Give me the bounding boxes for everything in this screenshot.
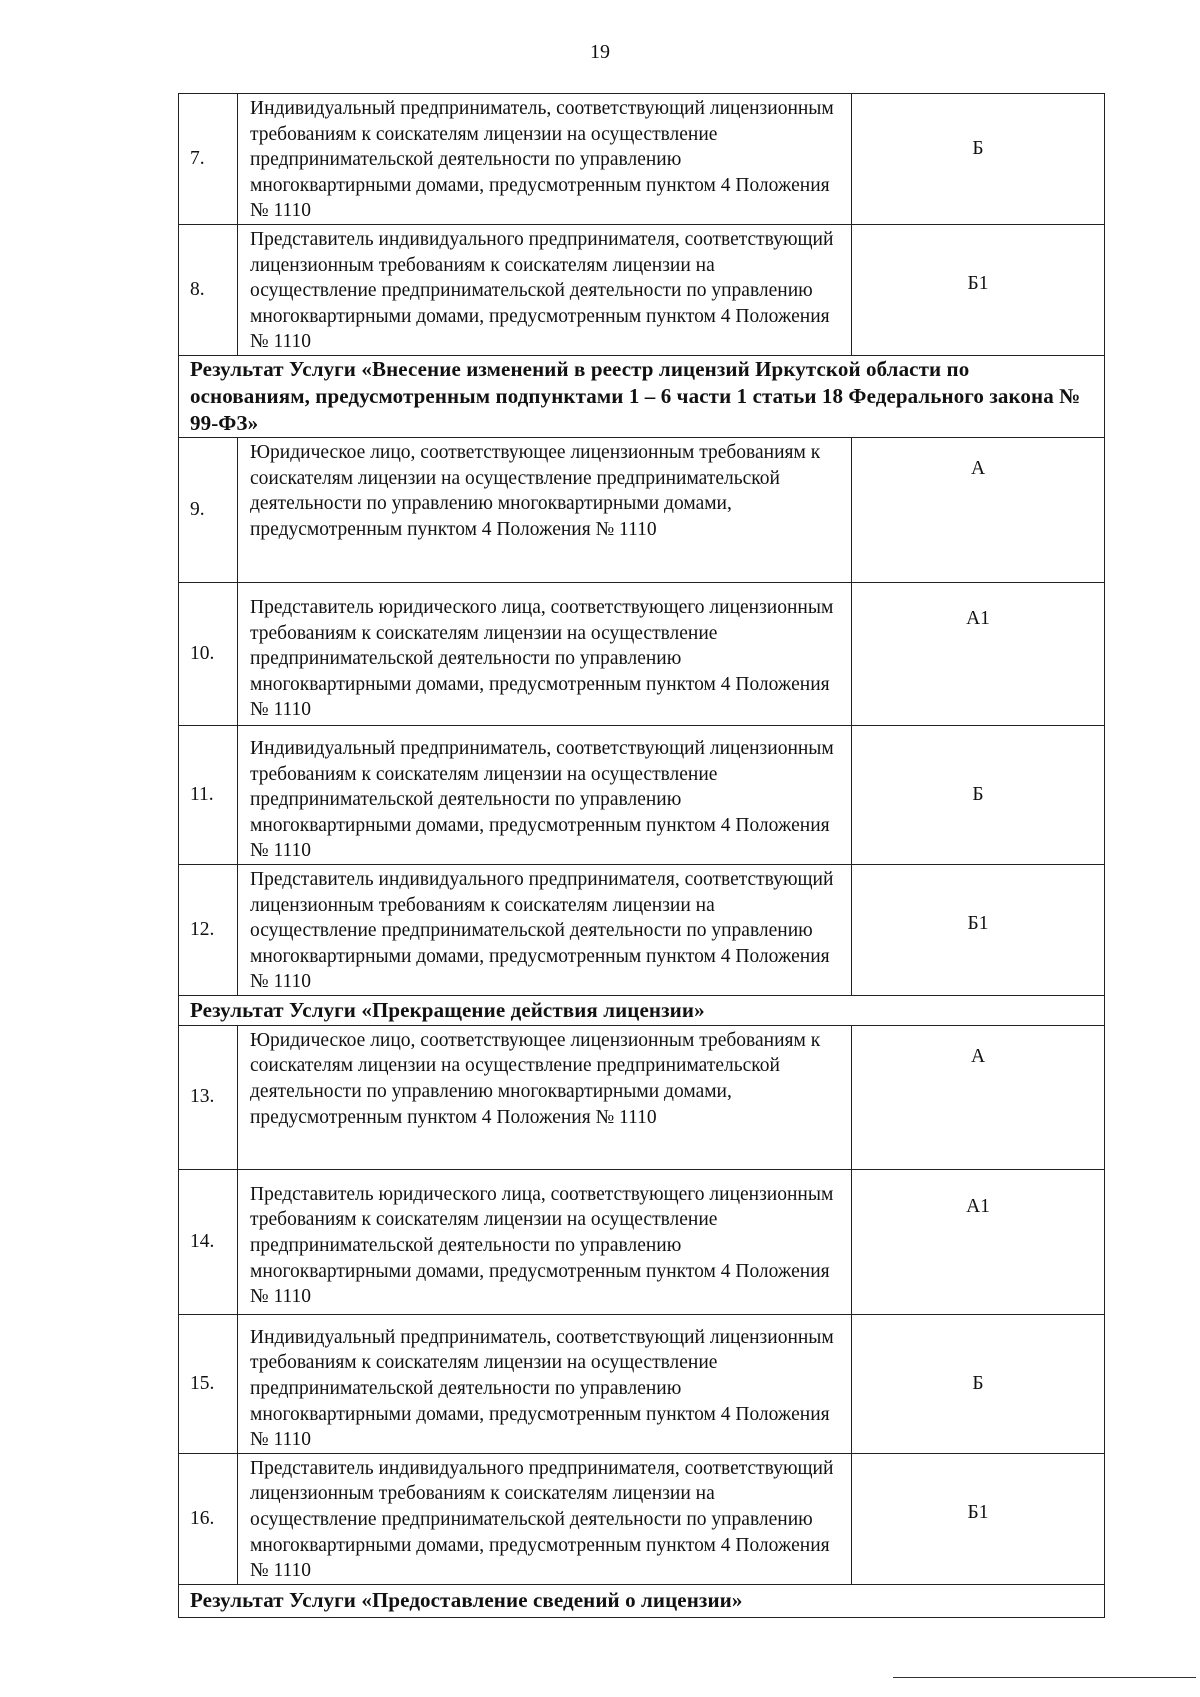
section-title: Результат Услуги «Прекращение действия лицензии»: [179, 995, 1105, 1025]
category-code: [852, 1314, 1105, 1453]
category-code: [852, 1169, 1105, 1314]
category-code: [852, 224, 1105, 355]
table-row: [179, 1169, 1105, 1314]
category-code: [852, 1453, 1105, 1584]
applicant-description: Юридическое лицо, соответствующее лицензионным требованиям к соискателям лицензии на осуществление предпринимательской деятельности по управлению многоквартирными домами, предусмотренным пунктом 4 Положения № 1110: [238, 1025, 852, 1169]
row-number: 15.: [179, 1314, 238, 1453]
category-code: [852, 1025, 1105, 1169]
section-title: Результат Услуги «Предоставление сведений о лицензии»: [179, 1584, 1105, 1617]
section-header-row: [179, 1584, 1105, 1617]
table-row: [179, 582, 1105, 725]
applicant-description: Индивидуальный предприниматель, соответствующий лицензионным требованиям к соискателям лицензии на осуществление предпринимательской деятельности по управлению многоквартирными домами, предусмотренным пунктом 4 Положения № 1110: [238, 725, 852, 864]
table-row: [179, 224, 1105, 355]
table-row: [179, 1453, 1105, 1584]
category-value: А: [970, 1045, 986, 1067]
category-value: А1: [966, 1195, 990, 1217]
row-number: 9.: [179, 437, 238, 582]
category-value: Б1: [967, 1501, 989, 1523]
category-code: [852, 94, 1105, 225]
page-number: 19: [590, 41, 610, 63]
section-header-row: [179, 355, 1105, 437]
applicant-description: Индивидуальный предприниматель, соответствующий лицензионным требованиям к соискателям лицензии на осуществление предпринимательской деятельности по управлению многоквартирными домами, предусмотренным пунктом 4 Положения № 1110: [238, 1314, 852, 1453]
row-number: 14.: [179, 1169, 238, 1314]
section-header-row: [179, 995, 1105, 1025]
row-number: 8.: [179, 224, 238, 355]
table-row: [179, 864, 1105, 995]
applicant-description: Юридическое лицо, соответствующее лицензионным требованиям к соискателям лицензии на осуществление предпринимательской деятельности по управлению многоквартирными домами, предусмотренным пунктом 4 Положения № 1110: [238, 437, 852, 582]
table-row: [179, 1314, 1105, 1453]
row-number: 7.: [179, 94, 238, 225]
applicant-description: Представитель индивидуального предпринимателя, соответствующий лицензионным требованиям к соискателям лицензии на осуществление предпринимательской деятельности по управлению многоквартирными домами, предусмотренным пунктом 4 Положения № 1110: [238, 1453, 852, 1584]
row-number: 11.: [179, 725, 238, 864]
section-title: Результат Услуги «Внесение изменений в реестр лицензий Иркутской области по основаниям, предусмотренным подпунктами 1 – 6 части 1 статьи 18 Федерального закона № 99-ФЗ»: [179, 355, 1105, 437]
category-code: [852, 725, 1105, 864]
category-code: [852, 582, 1105, 725]
row-number: 13.: [179, 1025, 238, 1169]
applicant-description: Представитель юридического лица, соответствующего лицензионным требованиям к соискателям лицензии на осуществление предпринимательской деятельности по управлению многоквартирными домами, предусмотренным пунктом 4 Положения № 1110: [238, 582, 852, 725]
category-value: Б1: [967, 912, 989, 934]
row-number: 10.: [179, 582, 238, 725]
table-row: [179, 437, 1105, 582]
row-number: 16.: [179, 1453, 238, 1584]
table-row: [179, 94, 1105, 225]
category-code: [852, 864, 1105, 995]
category-value: Б: [972, 138, 984, 159]
applicant-description: Индивидуальный предприниматель, соответствующий лицензионным требованиям к соискателям лицензии на осуществление предпринимательской деятельности по управлению многоквартирными домами, предусмотренным пунктом 4 Положения № 1110: [238, 94, 852, 225]
category-value: А1: [966, 607, 990, 629]
applicant-description: Представитель юридического лица, соответствующего лицензионным требованиям к соискателям лицензии на осуществление предпринимательской деятельности по управлению многоквартирными домами, предусмотренным пунктом 4 Положения № 1110: [238, 1169, 852, 1314]
applicant-description: Представитель индивидуального предпринимателя, соответствующий лицензионным требованиям к соискателям лицензии на осуществление предпринимательской деятельности по управлению многоквартирными домами, предусмотренным пунктом 4 Положения № 1110: [238, 864, 852, 995]
footer-rule: [893, 1677, 1196, 1678]
category-value: Б: [972, 783, 984, 805]
table-row: [179, 1025, 1105, 1169]
applicant-description: Представитель индивидуального предпринимателя, соответствующий лицензионным требованиям к соискателям лицензии на осуществление предпринимательской деятельности по управлению многоквартирными домами, предусмотренным пунктом 4 Положения № 1110: [238, 224, 852, 355]
table-row: [179, 725, 1105, 864]
row-number: 12.: [179, 864, 238, 995]
category-value: А: [970, 457, 986, 479]
applicant-category-table: [178, 93, 1105, 1618]
category-value: Б: [972, 1372, 984, 1394]
category-value: Б1: [967, 272, 989, 294]
category-code: [852, 437, 1105, 582]
